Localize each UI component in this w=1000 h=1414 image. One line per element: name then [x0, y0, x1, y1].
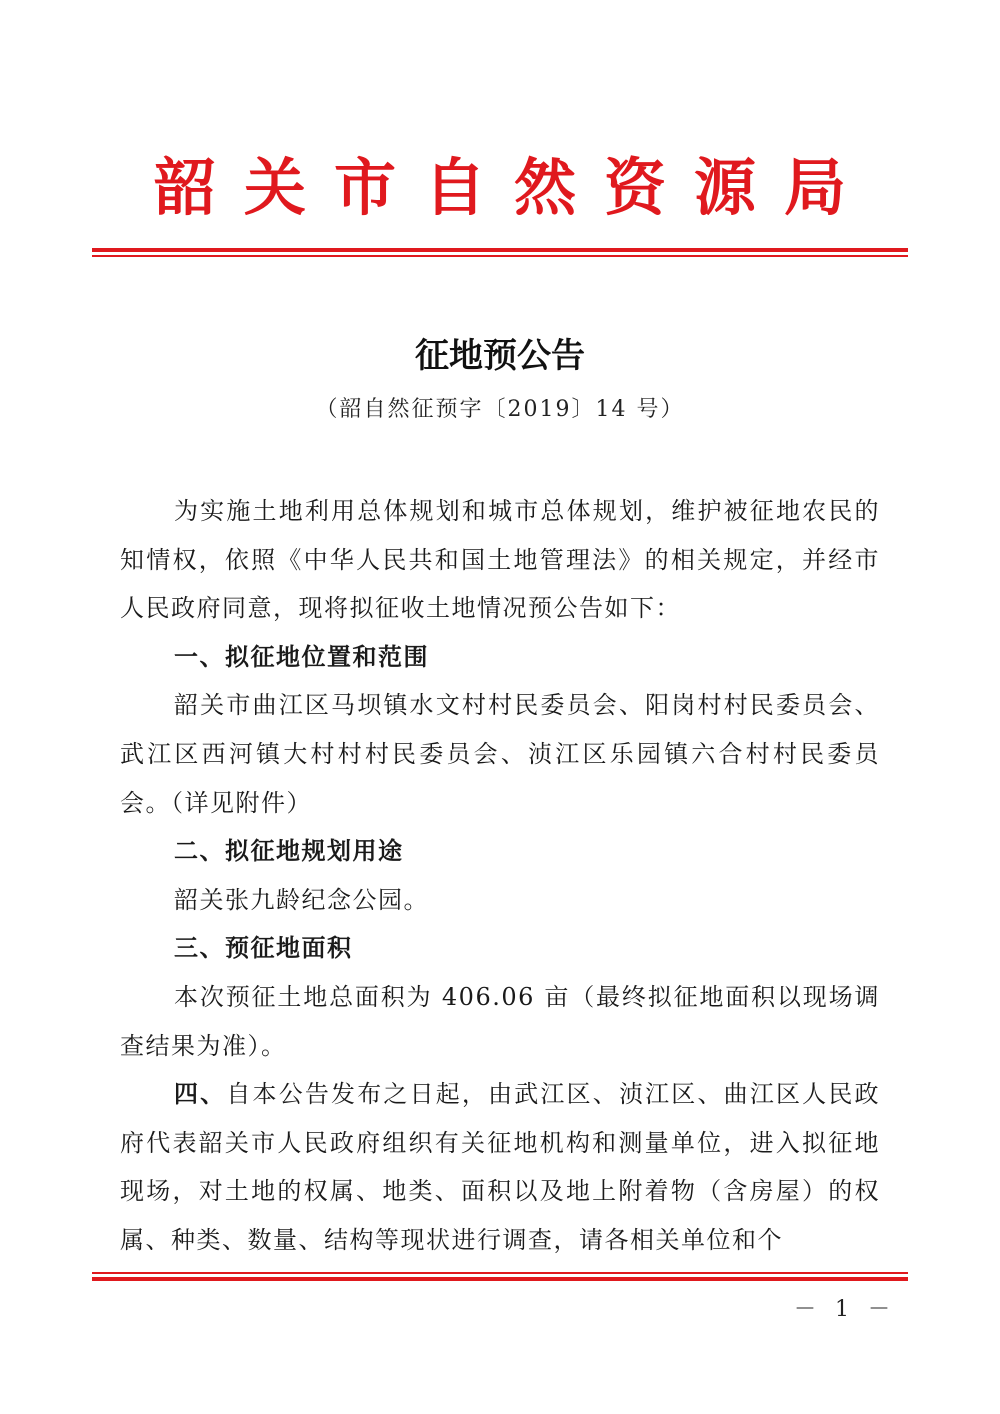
section-3-heading: 三、预征地面积	[174, 934, 353, 963]
footer-divider-thin	[92, 1272, 908, 1274]
masthead-divider-thick	[92, 248, 908, 252]
section-2-text: 韶关张九龄纪念公园。	[174, 885, 429, 914]
section-1-heading: 一、拟征地位置和范围	[174, 642, 429, 671]
document-title: 征地预公告	[415, 336, 585, 376]
section-2-heading: 二、拟征地规划用途	[174, 837, 404, 866]
section-4-text: 自本公告发布之日起，由武江区、浈江区、曲江区人民政府代表韶关市人民政府组织有关征地机构和测量单位，进入拟征地现场，对土地的权属、地类、面积以及地上附着物（含房屋）的权属、种类、数量、结构等现状进行调查，请各相关单位和个	[120, 1080, 881, 1254]
page-number: － 1 －	[794, 1297, 896, 1322]
footer-divider-thick	[92, 1277, 908, 1281]
section-4-heading: 四、	[174, 1080, 227, 1109]
intro-paragraph: 为实施土地利用总体规划和城市总体规划，维护被征地农民的知情权，依照《中华人民共和国土地管理法》的相关规定，并经市人民政府同意，现将拟征收土地情况预公告如下：	[120, 497, 880, 623]
section-4-paragraph	[120, 1070, 880, 1264]
document-number: （韶自然征预字〔2019〕14 号）	[315, 397, 685, 422]
issuing-authority-masthead: 韶关市自然资源局	[153, 151, 874, 224]
section-3-text: 本次预征土地总面积为 406.06 亩（最终拟征地面积以现场调查结果为准）。	[120, 982, 880, 1060]
section-1-text: 韶关市曲江区马坝镇水文村村民委员会、阳岗村村民委员会、武江区西河镇大村村村民委员会、浈江区乐园镇六合村村民委员会。（详见附件）	[120, 691, 880, 817]
document-body	[120, 487, 880, 1265]
masthead-divider-thin	[92, 255, 908, 257]
